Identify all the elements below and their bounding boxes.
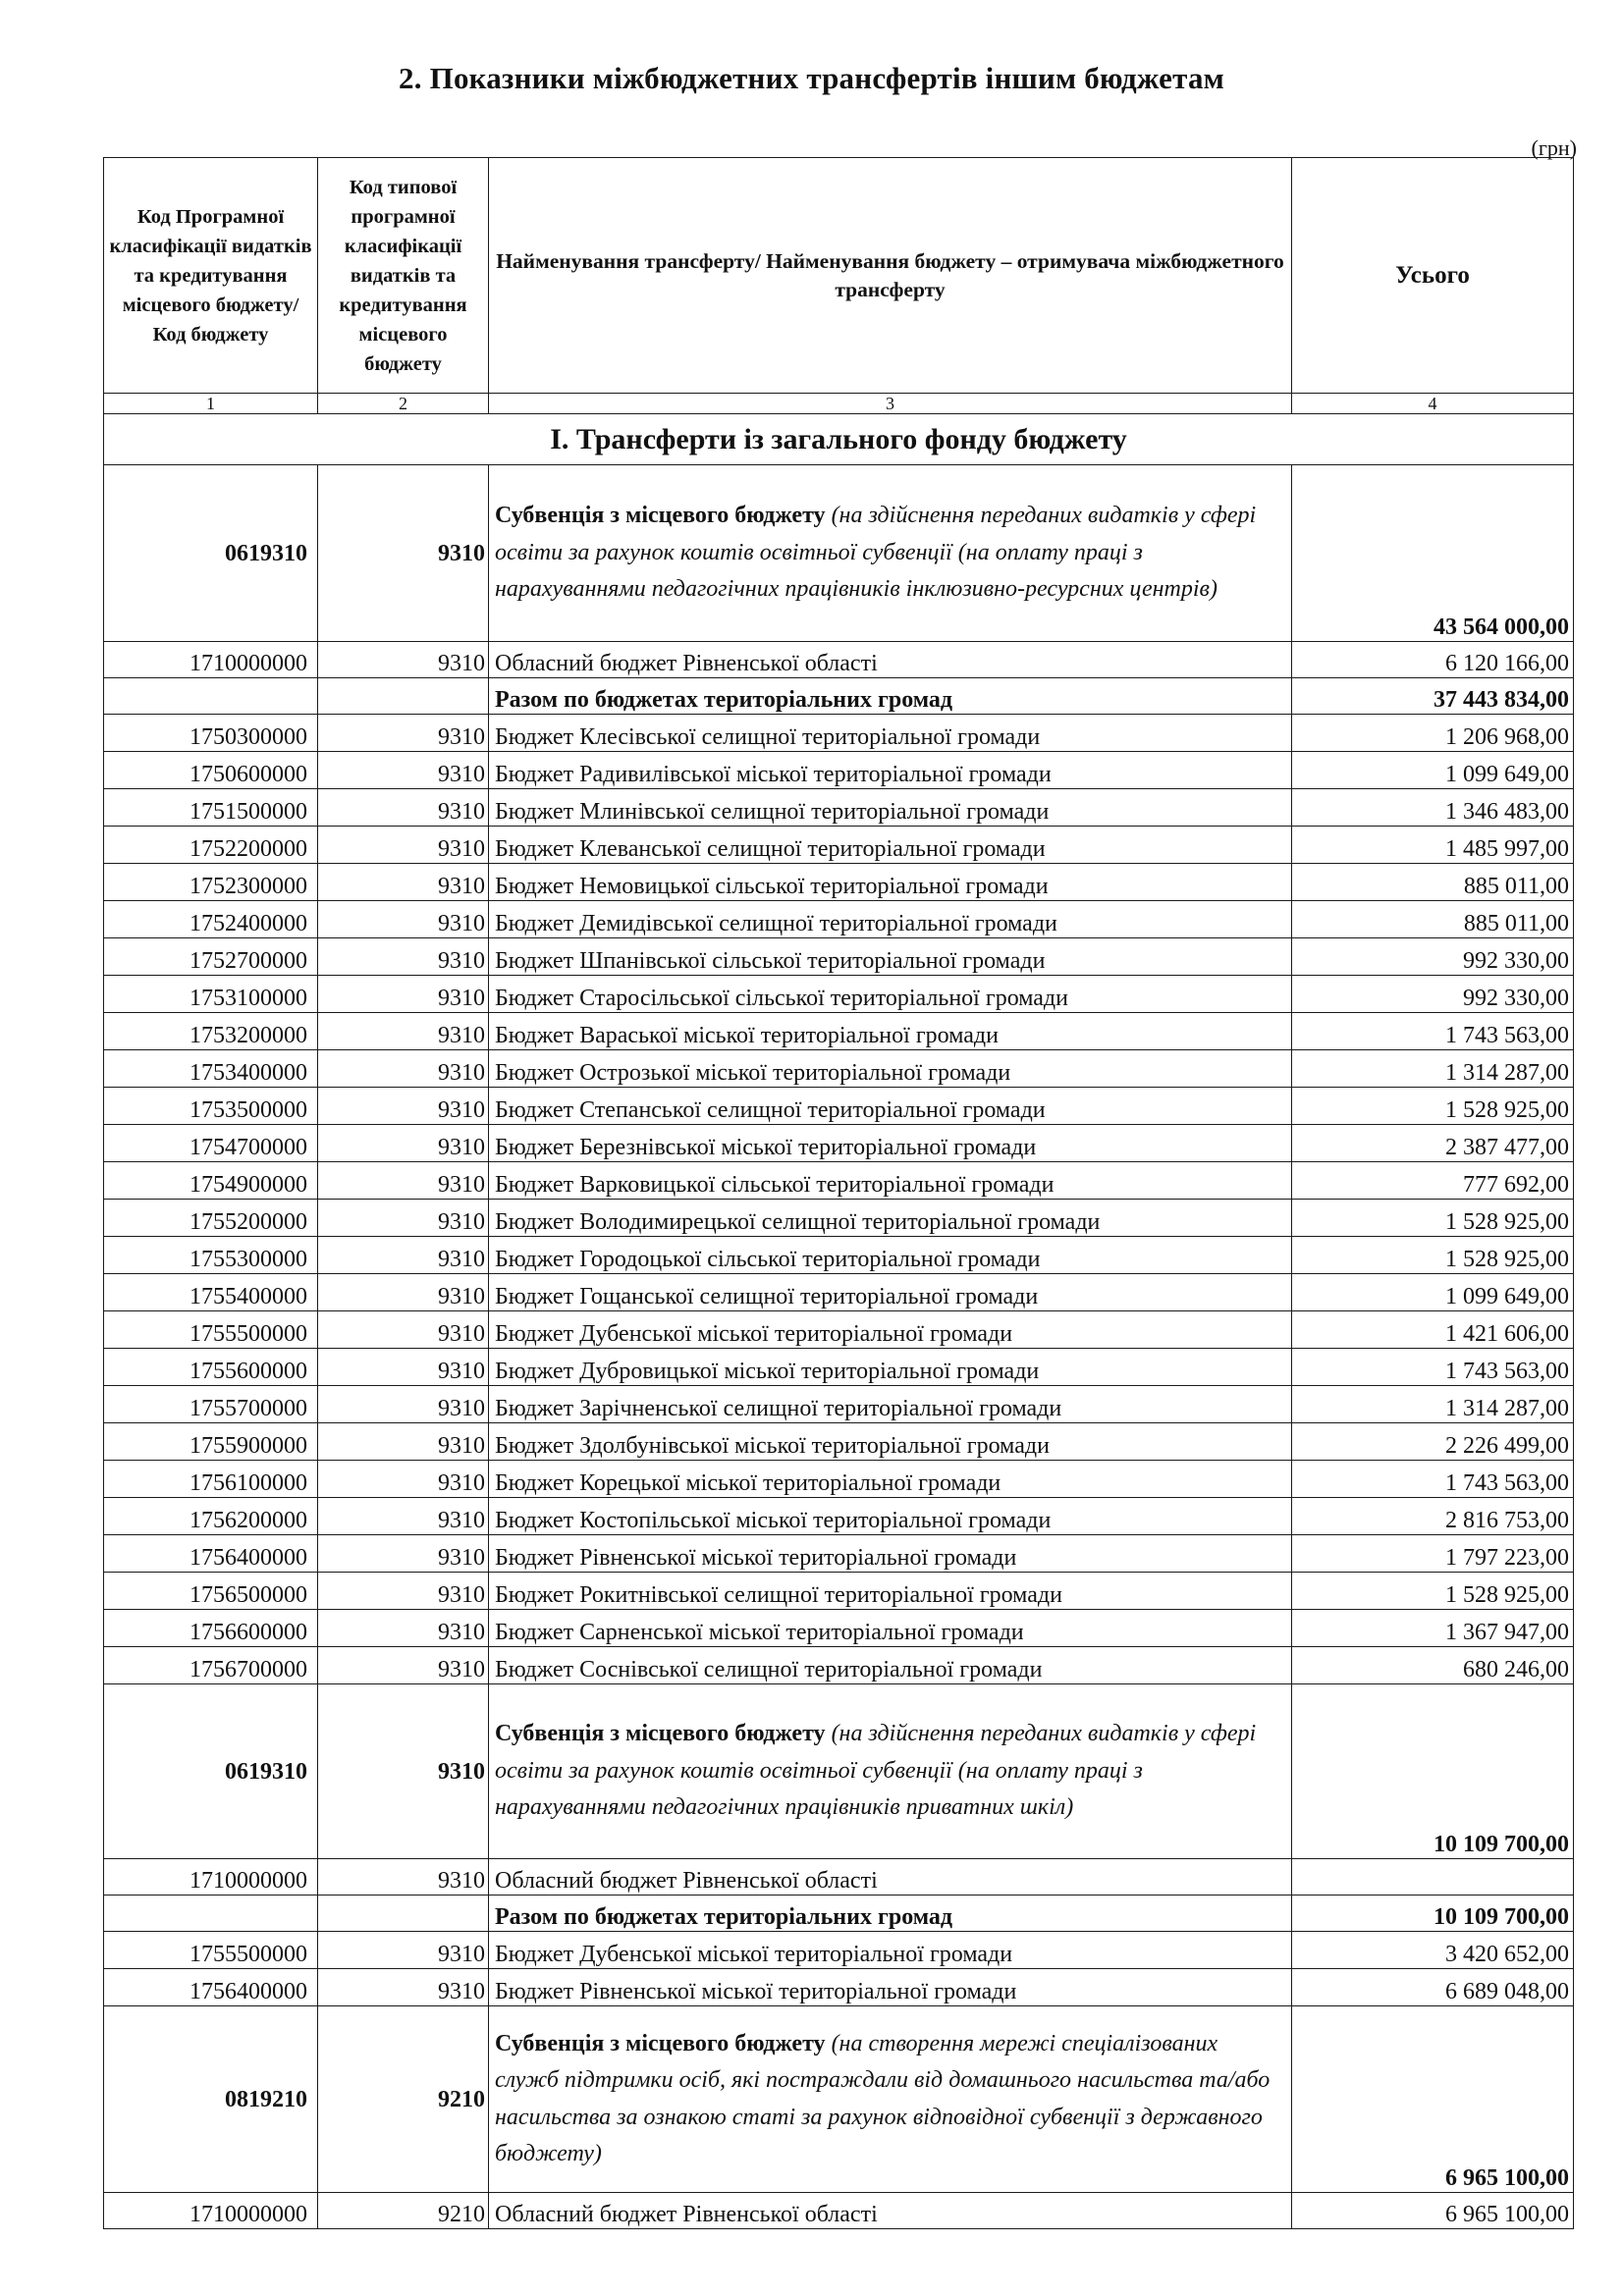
- typical-code: 9310: [318, 1162, 489, 1200]
- budget-code: 1755400000: [104, 1274, 318, 1311]
- typical-code: 9310: [318, 1311, 489, 1349]
- header-total: Усього: [1292, 158, 1574, 394]
- budget-name: Бюджет Володимирецької селищної територіальної громади: [489, 1200, 1292, 1237]
- budget-code: 1756100000: [104, 1461, 318, 1498]
- table-row: [104, 1498, 1574, 1535]
- budget-name: Бюджет Гощанської селищної територіальної громади: [489, 1274, 1292, 1311]
- group-total-amount: 6 965 100,00: [1292, 2006, 1574, 2193]
- table-row: [104, 938, 1574, 976]
- budget-code: 1755500000: [104, 1932, 318, 1969]
- amount: 777 692,00: [1292, 1162, 1574, 1200]
- amount: 2 387 477,00: [1292, 1125, 1574, 1162]
- transfer-title: Субвенція з місцевого бюджету: [495, 2030, 826, 2056]
- typical-code: 9310: [318, 1859, 489, 1896]
- amount: 885 011,00: [1292, 864, 1574, 901]
- budget-code: 1756500000: [104, 1573, 318, 1610]
- budget-code: 1710000000: [104, 2193, 318, 2229]
- budget-name: Бюджет Степанської селищної територіальної громади: [489, 1088, 1292, 1125]
- typical-code: 9310: [318, 1969, 489, 2006]
- table-row: [104, 1125, 1574, 1162]
- transfer-title: Субвенція з місцевого бюджету: [495, 1721, 826, 1747]
- budget-code: 1752300000: [104, 864, 318, 901]
- typical-code: 9310: [318, 1423, 489, 1461]
- amount: [1292, 1859, 1574, 1896]
- budget-name: Бюджет Старосільської сільської територіальної громади: [489, 976, 1292, 1013]
- amount: 1 099 649,00: [1292, 752, 1574, 789]
- program-code: 0619310: [104, 465, 318, 642]
- budget-code: 1753100000: [104, 976, 318, 1013]
- table-row: [104, 1311, 1574, 1349]
- amount: 6 689 048,00: [1292, 1969, 1574, 2006]
- typical-code: 9310: [318, 715, 489, 752]
- budget-name: Бюджет Рівненської міської територіальної громади: [489, 1969, 1292, 2006]
- budget-name: Бюджет Варковицької сільської територіальної громади: [489, 1162, 1292, 1200]
- amount: 1 206 968,00: [1292, 715, 1574, 752]
- table-row: [104, 864, 1574, 901]
- amount: 1 099 649,00: [1292, 1274, 1574, 1311]
- table-row: [104, 1647, 1574, 1684]
- budget-name: Бюджет Соснівської селищної територіальної громади: [489, 1647, 1292, 1684]
- budget-name: Бюджет Клеванської селищної територіальної громади: [489, 827, 1292, 864]
- budget-name: Бюджет Дубенської міської територіальної громади: [489, 1311, 1292, 1349]
- typical-code: 9310: [318, 976, 489, 1013]
- budget-code: 1754700000: [104, 1125, 318, 1162]
- amount: 1 528 925,00: [1292, 1573, 1574, 1610]
- budget-name: Бюджет Березнівської міської територіальної громади: [489, 1125, 1292, 1162]
- budget-code: 1756700000: [104, 1647, 318, 1684]
- column-number: 4: [1292, 394, 1574, 414]
- empty-cell: [318, 1896, 489, 1932]
- budget-name: Бюджет Немовицької сільської територіальної громади: [489, 864, 1292, 901]
- amount: 6 120 166,00: [1292, 642, 1574, 678]
- amount: 1 528 925,00: [1292, 1088, 1574, 1125]
- typical-code: 9310: [318, 827, 489, 864]
- budget-name: Бюджет Дубровицької міської територіальної громади: [489, 1349, 1292, 1386]
- typical-code: 9310: [318, 938, 489, 976]
- table-row: [104, 1386, 1574, 1423]
- subtotal-row: [104, 1896, 1574, 1932]
- table-row: [104, 715, 1574, 752]
- amount: 1 528 925,00: [1292, 1200, 1574, 1237]
- budget-name: Бюджет Сарненської міської територіальної громади: [489, 1610, 1292, 1647]
- budget-code: 1756400000: [104, 1969, 318, 2006]
- budget-code: 1753200000: [104, 1013, 318, 1050]
- budget-name: Бюджет Вараської міської територіальної громади: [489, 1013, 1292, 1050]
- budget-name: Обласний бюджет Рівненської області: [489, 2193, 1292, 2229]
- typical-code: 9310: [318, 1498, 489, 1535]
- empty-cell: [104, 1896, 318, 1932]
- section-title: І. Трансферти із загального фонду бюджету: [104, 414, 1574, 465]
- budget-code: 1750600000: [104, 752, 318, 789]
- budget-code: 1710000000: [104, 642, 318, 678]
- table-row: [104, 1461, 1574, 1498]
- transfer-title: Субвенція з місцевого бюджету: [495, 503, 826, 529]
- typical-code: 9310: [318, 1647, 489, 1684]
- subtotal-label: Разом по бюджетах територіальних громад: [489, 678, 1292, 715]
- budget-code: 1756400000: [104, 1535, 318, 1573]
- amount: 2 816 753,00: [1292, 1498, 1574, 1535]
- typical-code: 9310: [318, 864, 489, 901]
- amount: 885 011,00: [1292, 901, 1574, 938]
- budget-name: Бюджет Демидівської селищної територіальної громади: [489, 901, 1292, 938]
- amount: 1 485 997,00: [1292, 827, 1574, 864]
- amount: 1 346 483,00: [1292, 789, 1574, 827]
- table-row: [104, 1349, 1574, 1386]
- page-title: 2. Показники міжбюджетних трансфертів іншим бюджетам: [399, 61, 1224, 95]
- amount: 2 226 499,00: [1292, 1423, 1574, 1461]
- typical-code: 9310: [318, 465, 489, 642]
- oblast-budget-row: [104, 2193, 1574, 2229]
- budget-code: 1752200000: [104, 827, 318, 864]
- typical-code: 9310: [318, 901, 489, 938]
- currency-unit: (грн): [1531, 135, 1577, 160]
- transfer-name: [489, 465, 1292, 642]
- budget-code: 1755300000: [104, 1237, 318, 1274]
- table-row: [104, 1162, 1574, 1200]
- budget-code: 1752400000: [104, 901, 318, 938]
- typical-code: 9310: [318, 1684, 489, 1859]
- budget-code: 1755200000: [104, 1200, 318, 1237]
- subvention-group-row: [104, 465, 1574, 642]
- table-row: [104, 1088, 1574, 1125]
- transfer-purpose: (на створення мережі спеціалізованих служб підтримки осіб, які постраждали від домашнього насильства та/або насильства за ознакою статі за рахунок відповідної субвенції з державного бюджету): [495, 2030, 1271, 2166]
- subtotal-row: [104, 678, 1574, 715]
- amount: 1 314 287,00: [1292, 1050, 1574, 1088]
- typical-code: 9210: [318, 2193, 489, 2229]
- budget-name: Обласний бюджет Рівненської області: [489, 1859, 1292, 1896]
- typical-code: 9310: [318, 1274, 489, 1311]
- amount: 1 314 287,00: [1292, 1386, 1574, 1423]
- typical-code: 9310: [318, 752, 489, 789]
- budget-code: 1750300000: [104, 715, 318, 752]
- budget-code: 1756200000: [104, 1498, 318, 1535]
- table-row: [104, 1274, 1574, 1311]
- subvention-group-row: [104, 2006, 1574, 2193]
- typical-code: 9310: [318, 1050, 489, 1088]
- budget-code: 1755900000: [104, 1423, 318, 1461]
- table-row: [104, 752, 1574, 789]
- typical-code: 9310: [318, 642, 489, 678]
- amount: 1 743 563,00: [1292, 1349, 1574, 1386]
- typical-code: 9210: [318, 2006, 489, 2193]
- column-number: 1: [104, 394, 318, 414]
- budget-name: Бюджет Рокитнівської селищної територіальної громади: [489, 1573, 1292, 1610]
- typical-code: 9310: [318, 1013, 489, 1050]
- column-numbers-row: [104, 394, 1574, 414]
- amount: 1 743 563,00: [1292, 1461, 1574, 1498]
- amount: 1 797 223,00: [1292, 1535, 1574, 1573]
- table-row: [104, 1013, 1574, 1050]
- section-title-row: [104, 414, 1574, 465]
- transfer-name: [489, 1684, 1292, 1859]
- subtotal-amount: 10 109 700,00: [1292, 1896, 1574, 1932]
- transfers-table: [103, 157, 1574, 2229]
- program-code: 0619310: [104, 1684, 318, 1859]
- budget-code: 1755600000: [104, 1349, 318, 1386]
- subtotal-amount: 37 443 834,00: [1292, 678, 1574, 715]
- typical-code: 9310: [318, 1573, 489, 1610]
- budget-name: Бюджет Острозької міської територіальної громади: [489, 1050, 1292, 1088]
- typical-code: 9310: [318, 789, 489, 827]
- budget-code: 1755700000: [104, 1386, 318, 1423]
- typical-code: 9310: [318, 1610, 489, 1647]
- budget-name: Обласний бюджет Рівненської області: [489, 642, 1292, 678]
- budget-name: Бюджет Клесівської селищної територіальної громади: [489, 715, 1292, 752]
- budget-code: 1751500000: [104, 789, 318, 827]
- typical-code: 9310: [318, 1932, 489, 1969]
- table-row: [104, 901, 1574, 938]
- transfer-name: [489, 2006, 1292, 2193]
- table-row: [104, 1200, 1574, 1237]
- budget-name: Бюджет Костопільської міської територіальної громади: [489, 1498, 1292, 1535]
- amount: 1 367 947,00: [1292, 1610, 1574, 1647]
- group-total-amount: 43 564 000,00: [1292, 465, 1574, 642]
- oblast-budget-row: [104, 642, 1574, 678]
- amount: 1 421 606,00: [1292, 1311, 1574, 1349]
- table-row: [104, 1050, 1574, 1088]
- table-row: [104, 976, 1574, 1013]
- budget-name: Бюджет Млинівської селищної територіальної громади: [489, 789, 1292, 827]
- amount: 1 528 925,00: [1292, 1237, 1574, 1274]
- budget-code: 1755500000: [104, 1311, 318, 1349]
- header-program-code: Код Програмної класифікації видатків та кредитування місцевого бюджету/ Код бюджету: [104, 158, 318, 394]
- empty-cell: [318, 678, 489, 715]
- empty-cell: [104, 678, 318, 715]
- typical-code: 9310: [318, 1088, 489, 1125]
- budget-code: 1752700000: [104, 938, 318, 976]
- budget-code: 1754900000: [104, 1162, 318, 1200]
- typical-code: 9310: [318, 1386, 489, 1423]
- typical-code: 9310: [318, 1237, 489, 1274]
- typical-code: 9310: [318, 1349, 489, 1386]
- table-row: [104, 1969, 1574, 2006]
- transfer-purpose: (на здійснення переданих видатків у сфері освіти за рахунок коштів освітньої субвенції (на оплату праці з нарахуваннями педагогічних працівників інклюзивно-ресурсних центрів): [495, 503, 1257, 603]
- column-number: 3: [489, 394, 1292, 414]
- transfer-purpose: (на здійснення переданих видатків у сфері освіти за рахунок коштів освітньої субвенції (на оплату праці з нарахуваннями педагогічних працівників приватних шкіл): [495, 1721, 1257, 1821]
- budget-name: Бюджет Здолбунівської міської територіальної громади: [489, 1423, 1292, 1461]
- amount: 1 743 563,00: [1292, 1013, 1574, 1050]
- column-number: 2: [318, 394, 489, 414]
- budget-code: 1710000000: [104, 1859, 318, 1896]
- amount: 680 246,00: [1292, 1647, 1574, 1684]
- table-row: [104, 1423, 1574, 1461]
- table-row: [104, 1610, 1574, 1647]
- budget-code: 1753500000: [104, 1088, 318, 1125]
- budget-code: 1753400000: [104, 1050, 318, 1088]
- amount: 6 965 100,00: [1292, 2193, 1574, 2229]
- program-code: 0819210: [104, 2006, 318, 2193]
- table-row: [104, 827, 1574, 864]
- oblast-budget-row: [104, 1859, 1574, 1896]
- budget-code: 1756600000: [104, 1610, 318, 1647]
- table-row: [104, 789, 1574, 827]
- typical-code: 9310: [318, 1200, 489, 1237]
- amount: 3 420 652,00: [1292, 1932, 1574, 1969]
- table-row: [104, 1535, 1574, 1573]
- budget-name: Бюджет Шпанівської сільської територіальної громади: [489, 938, 1292, 976]
- typical-code: 9310: [318, 1125, 489, 1162]
- amount: 992 330,00: [1292, 938, 1574, 976]
- header-typical-code: Код типової програмної класифікації видатків та кредитування місцевого бюджету: [318, 158, 489, 394]
- budget-name: Бюджет Радивилівської міської територіальної громади: [489, 752, 1292, 789]
- budget-name: Бюджет Городоцької сільської територіальної громади: [489, 1237, 1292, 1274]
- budget-name: Бюджет Рівненської міської територіальної громади: [489, 1535, 1292, 1573]
- table-row: [104, 1237, 1574, 1274]
- subtotal-label: Разом по бюджетах територіальних громад: [489, 1896, 1292, 1932]
- group-total-amount: 10 109 700,00: [1292, 1684, 1574, 1859]
- amount: 992 330,00: [1292, 976, 1574, 1013]
- table-row: [104, 1932, 1574, 1969]
- header-transfer-name: Найменування трансферту/ Найменування бюджету – отримувача міжбюджетного трансферту: [489, 158, 1292, 394]
- typical-code: 9310: [318, 1461, 489, 1498]
- table-header-row: [104, 158, 1574, 394]
- budget-name: Бюджет Корецької міської територіальної громади: [489, 1461, 1292, 1498]
- subvention-group-row: [104, 1684, 1574, 1859]
- typical-code: 9310: [318, 1535, 489, 1573]
- budget-name: Бюджет Зарічненської селищної територіальної громади: [489, 1386, 1292, 1423]
- table-row: [104, 1573, 1574, 1610]
- budget-name: Бюджет Дубенської міської територіальної громади: [489, 1932, 1292, 1969]
